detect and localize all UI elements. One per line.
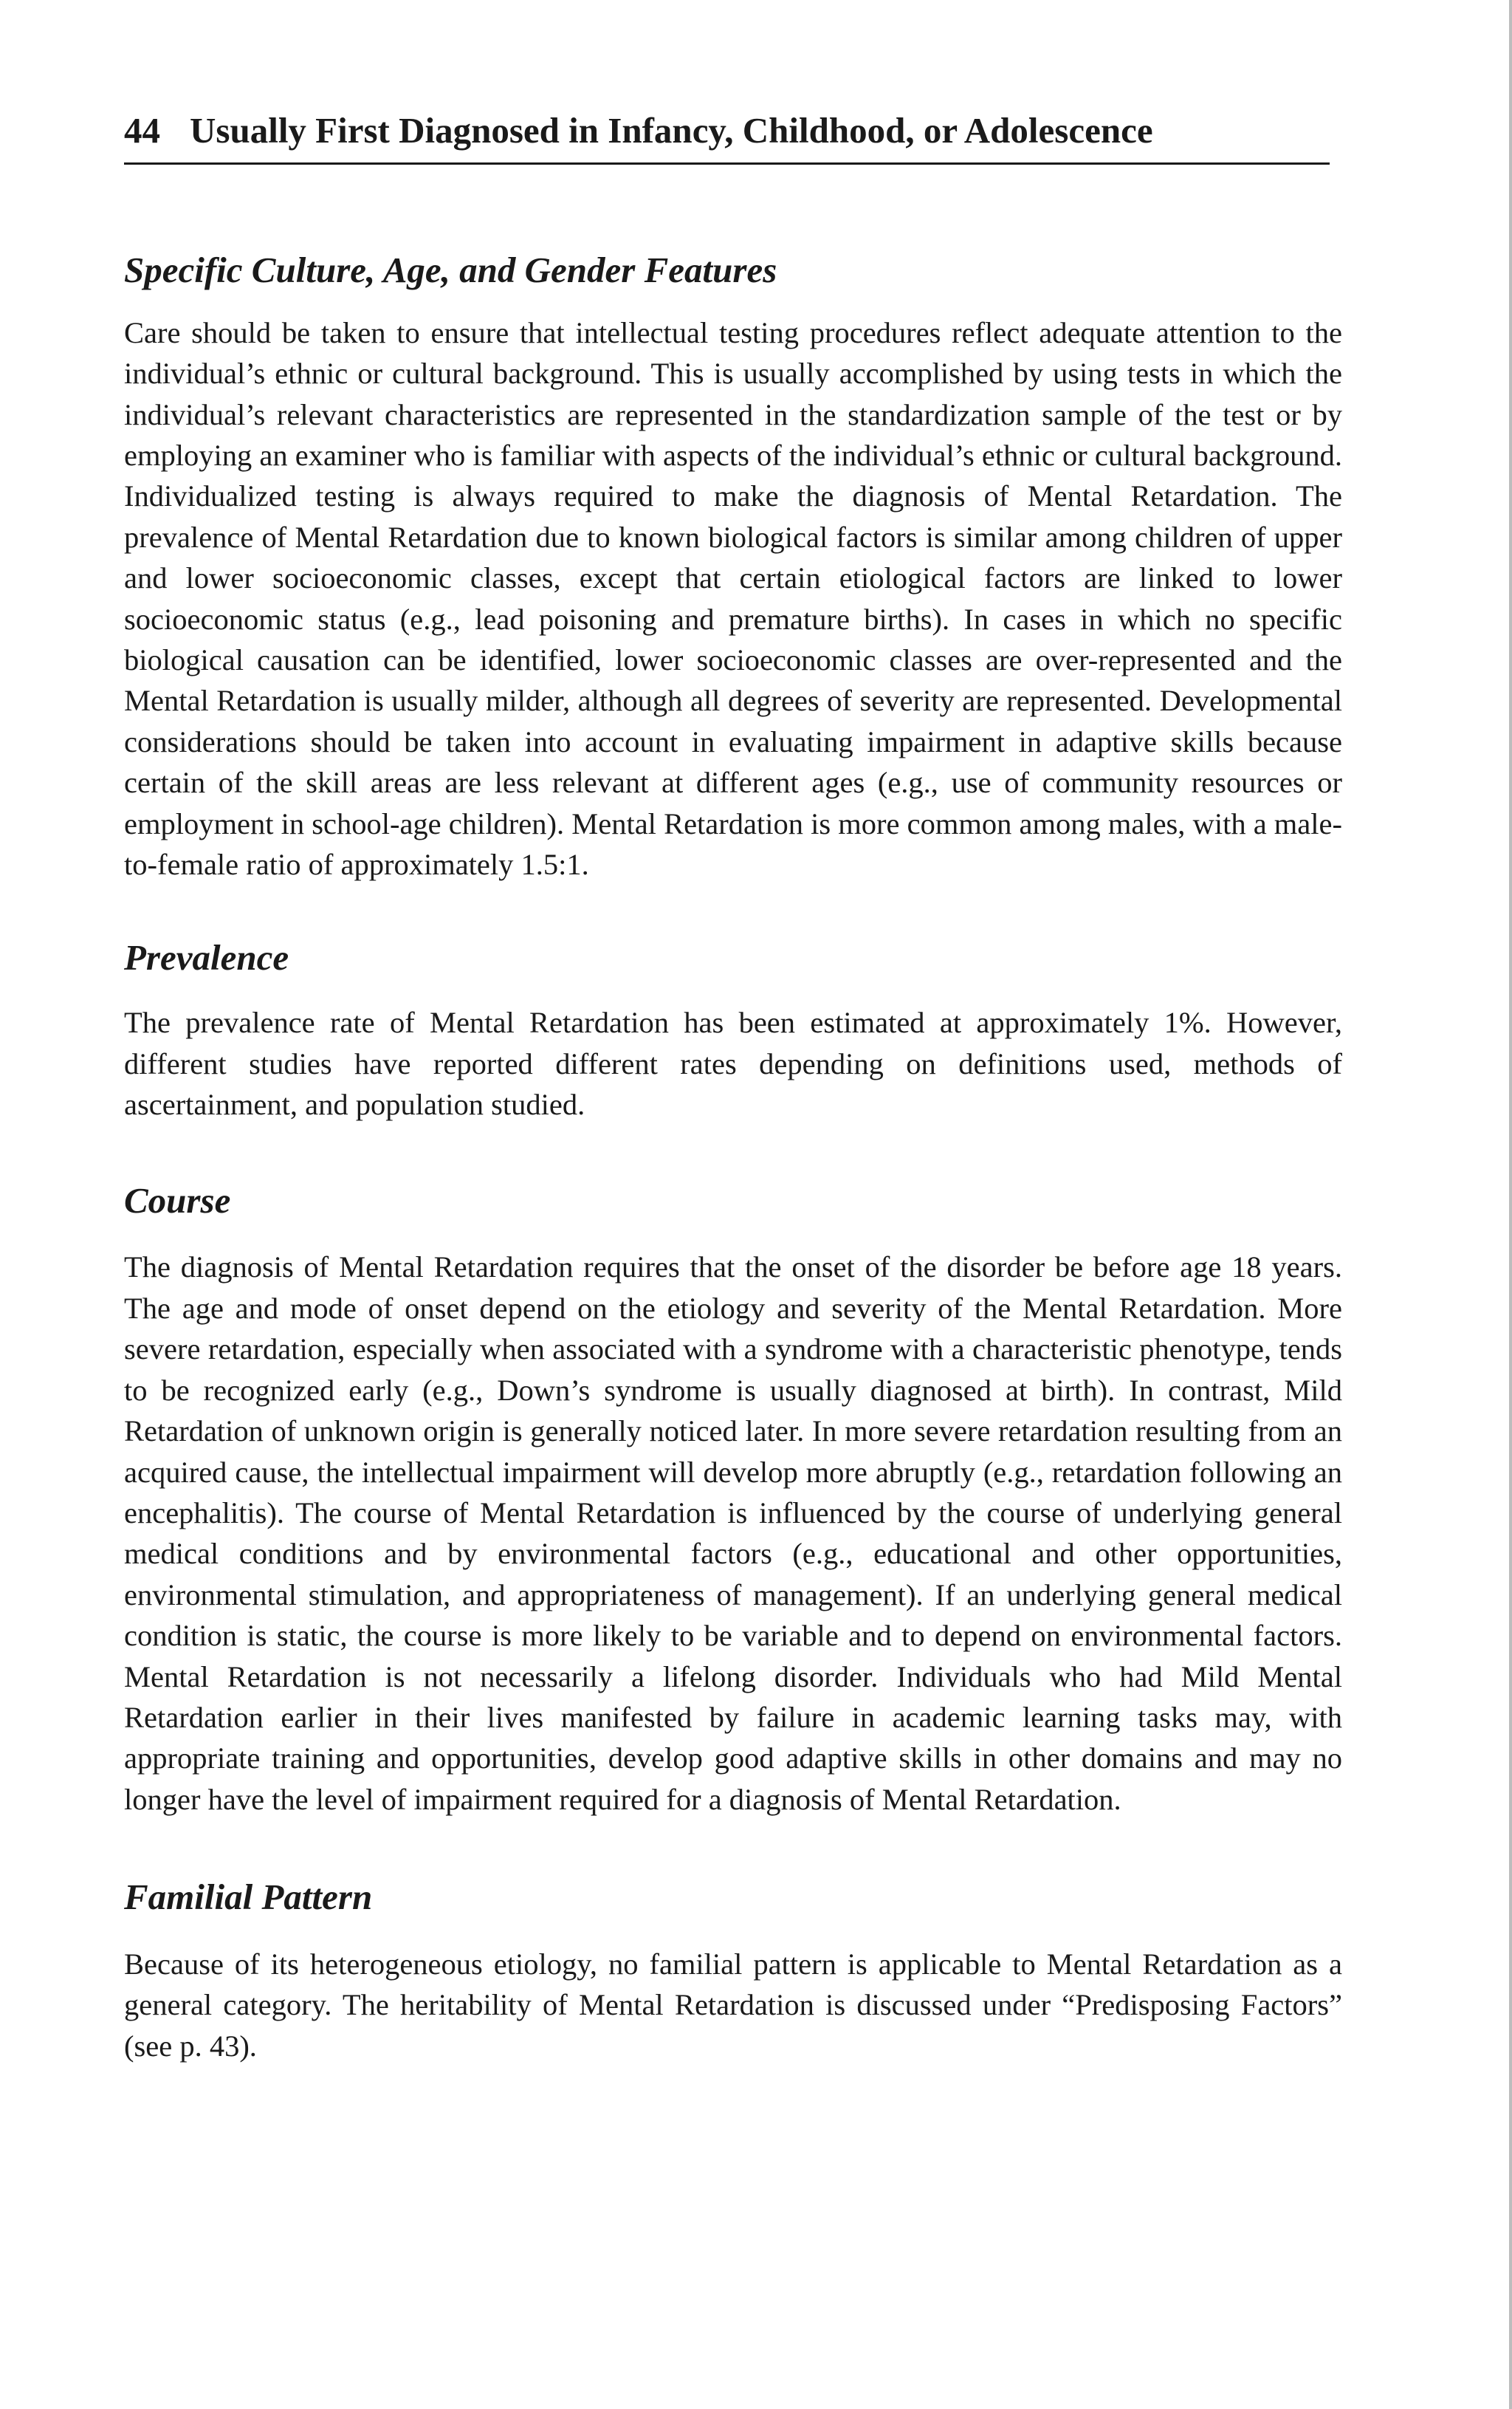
section-heading: Course bbox=[124, 1179, 231, 1221]
section-paragraph: The prevalence rate of Mental Retardation has been estimated at approximately 1%. However, different studies have reported different rates depending on definitions used, methods of ascertainment, and population studied. bbox=[124, 1006, 1342, 1122]
document-page bbox=[124, 111, 1342, 2066]
section-course bbox=[124, 1181, 1342, 1820]
section-heading: Specific Culture, Age, and Gender Features bbox=[124, 249, 777, 290]
page-number: 44 bbox=[124, 110, 160, 151]
section-familial-pattern bbox=[124, 1877, 1342, 2066]
section-heading: Familial Pattern bbox=[124, 1877, 373, 1918]
section-paragraph: Care should be taken to ensure that intellectual testing procedures reflect adequate attention to the individual’s ethnic or cultural background. This is usually accomplished by using tests in which the individual’s relevant characteristics are represented in the standardization sample of the test or by employing an examiner who is familiar with aspects of the individual’s ethnic or cultural background. Individualized testing is always required to make the diagnosis of Mental Retardation. The prevalence of Mental Retardation due to known biological factors is similar among children of upper and lower socioeconomic classes, except that certain etiological factors are linked to lower socioeconomic status (e.g., lead poisoning and premature births). In cases in which no specific biological causation can be identified, lower socioeconomic classes are over-represented and the Mental Retardation is usually milder, although all degrees of severity are represented. Developmental considerations should be taken into account in evaluating impairment in adaptive skills because certain of the skill areas are less relevant at different ages (e.g., use of community resources or employment in school-age children). Mental Retardation is more common among males, with a male-to-female ratio of approximately 1.5:1. bbox=[124, 315, 1342, 882]
section-prevalence bbox=[124, 938, 1342, 1125]
chapter-title: Usually First Diagnosed in Infancy, Childhood, or Adolescence bbox=[190, 110, 1153, 151]
running-head bbox=[124, 111, 1330, 165]
page-edge-shadow bbox=[1509, 0, 1512, 2409]
section-paragraph: Because of its heterogeneous etiology, no familial pattern is applicable to Mental Retardation as a general category. The heritability of Mental Retardation is discussed under “Predisposing Factors” (see p. 43). bbox=[124, 1947, 1342, 2063]
section-culture-age-gender bbox=[124, 250, 1342, 885]
section-heading: Prevalence bbox=[124, 937, 289, 979]
section-paragraph: The diagnosis of Mental Retardation requires that the onset of the disorder be before age 18 years. The age and mode of onset depend on the etiology and severity of the Mental Retardation. More severe retardation, especially when associated with a syndrome with a characteristic phenotype, tends to be recognized early (e.g., Down’s syndrome is usually diagnosed at birth). In contrast, Mild Retardation of unknown origin is generally noticed later. In more severe retardation resulting from an acquired cause, the intellectual impairment will develop more abruptly (e.g., retardation following an encephalitis). The course of Mental Retardation is influenced by the course of underlying general medical conditions and by environmental factors (e.g., educational and other opportunities, environmental stimulation, and appropriateness of management). If an underlying general medical condition is static, the course is more likely to be variable and to depend on environmental factors. Mental Retardation is not necessarily a lifelong disorder. Individuals who had Mild Mental Retardation earlier in their lives manifested by failure in academic learning tasks may, with appropriate training and opportunities, develop good adaptive skills in other domains and may no longer have the level of impairment required for a diagnosis of Mental Retardation. bbox=[124, 1250, 1342, 1816]
